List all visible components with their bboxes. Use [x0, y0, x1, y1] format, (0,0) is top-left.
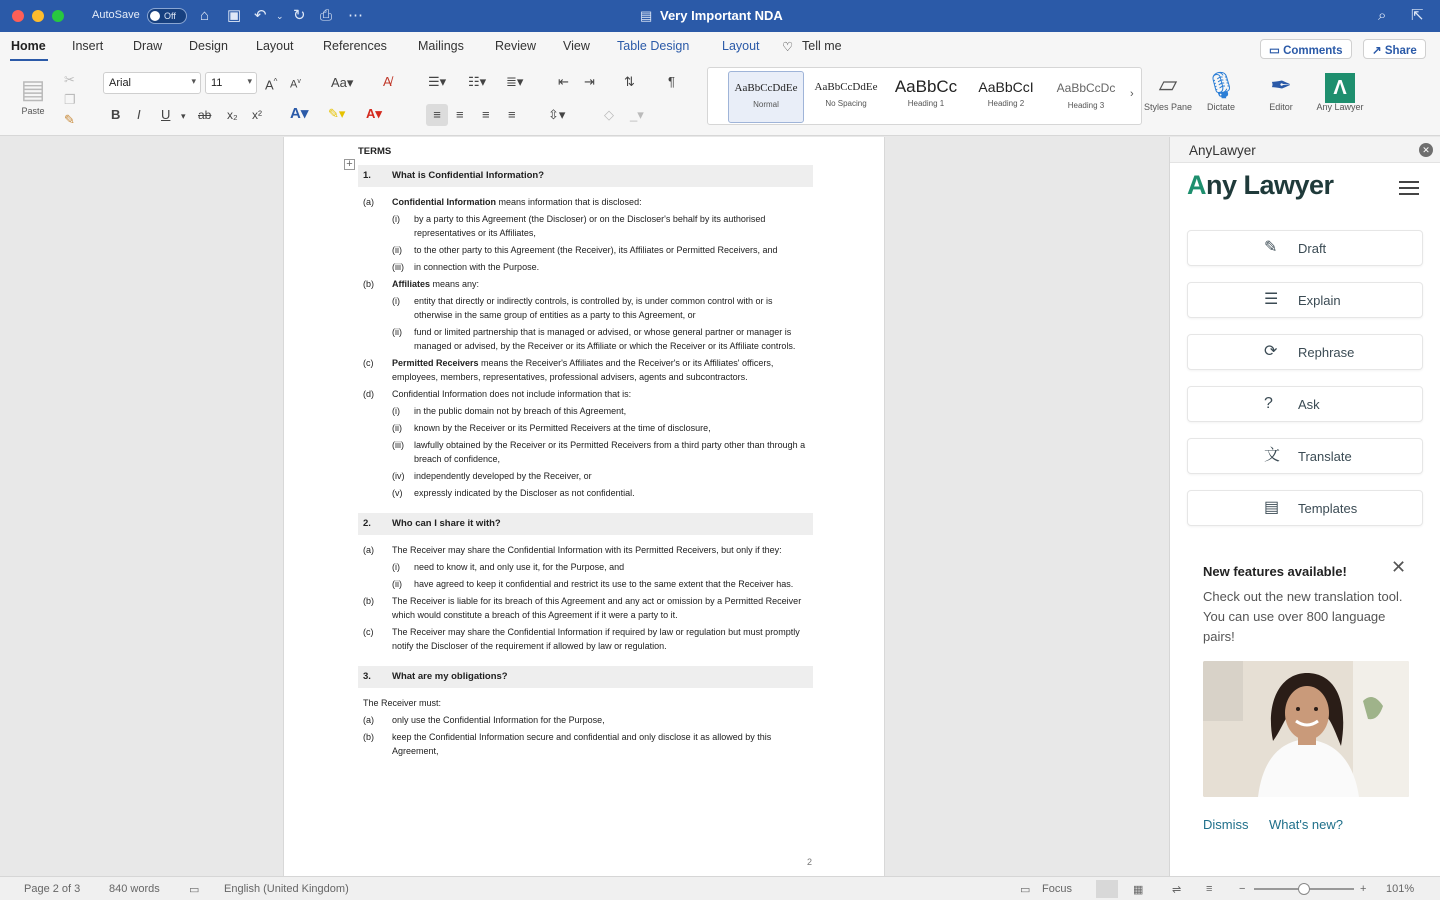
close-icon[interactable]: ✕: [1419, 143, 1433, 157]
outline-icon[interactable]: ⇌: [1172, 884, 1182, 896]
clause-body: fund or limited partnership that is managed or advised, or whose general partner or manager is managed or advised, by the Receiver or its Affiliate or which the Receiver or its Affiliate controls.: [414, 327, 796, 351]
undo-dropdown-icon[interactable]: ⌄: [276, 11, 284, 21]
clause-subitem: [358, 438, 813, 466]
clause-label: (iii): [392, 262, 404, 272]
section-heading: [358, 666, 813, 688]
clause-item: [358, 277, 813, 291]
clause-body: known by the Receiver or its Permitted Receivers at the time of disclosure,: [414, 423, 711, 433]
superscript-icon[interactable]: x²: [252, 108, 262, 122]
style-heading-2[interactable]: AaBbCcI Heading 2: [978, 79, 1034, 108]
clause-text: [392, 625, 813, 653]
language-status[interactable]: English (United Kingdom): [224, 883, 349, 895]
section-heading: [358, 513, 813, 535]
focus-icon[interactable]: ▭: [1020, 884, 1031, 896]
clause-label: (ii): [392, 423, 402, 433]
clause-text: [414, 560, 813, 574]
clause-text: [363, 696, 813, 710]
tab-table-layout[interactable]: Layout: [722, 39, 760, 53]
explain-label: Explain: [1298, 293, 1341, 308]
editor-pen-icon: ✒: [1270, 70, 1292, 100]
chevron-right-icon[interactable]: ›: [1130, 88, 1134, 100]
bullets-icon[interactable]: ☰▾: [428, 74, 447, 89]
highlight-icon[interactable]: ✎▾: [328, 106, 346, 121]
clause-body: The Receiver may share the Confidential Information if required by law or regulation but must promptly notify the Discloser of the requirement if allowed by law or regulation.: [392, 627, 800, 651]
subscript-icon[interactable]: x₂: [227, 108, 238, 122]
section-heading: [358, 165, 813, 187]
close-window-button[interactable]: [12, 10, 24, 22]
clause-text: [414, 469, 813, 483]
clause-body: keep the Confidential Information secure and confidential and only disclose it as allowed by this Agreement,: [392, 732, 772, 756]
clause-body: expressly indicated by the Discloser as not confidential.: [414, 488, 635, 498]
clause-label: (c): [363, 627, 374, 637]
zoom-window-button[interactable]: [52, 10, 64, 22]
templates-icon: ▤: [1264, 499, 1280, 516]
align-center-icon[interactable]: ≡: [456, 107, 464, 122]
rephrase-button[interactable]: [1187, 334, 1423, 370]
clause-subitem: [358, 404, 813, 418]
underline-icon[interactable]: U: [161, 107, 171, 122]
clause-body: by a party to this Agreement (the Discloser) or on the Discloser's behalf by its authorised representatives or its Affiliates,: [414, 214, 766, 238]
strikethrough-icon[interactable]: ab: [198, 108, 212, 122]
tab-home[interactable]: Home: [11, 39, 46, 53]
grow-font-icon[interactable]: A^: [265, 77, 278, 93]
clause-item: [329, 696, 813, 710]
comments-button[interactable]: ▭ Comments: [1260, 39, 1352, 59]
clause-subitem: [358, 243, 813, 257]
numbering-icon[interactable]: ☷▾: [468, 74, 487, 89]
chevron-down-icon: ▾: [191, 76, 196, 86]
new-features-card: [1186, 547, 1424, 847]
ask-button[interactable]: [1187, 386, 1423, 422]
clause-body: need to know it, and only use it, for the Purpose, and: [414, 562, 625, 572]
templates-label: Templates: [1298, 501, 1358, 516]
clause-label: (v): [392, 488, 403, 498]
tab-tell-me[interactable]: Tell me: [802, 39, 842, 53]
document-page[interactable]: [283, 137, 885, 876]
pilcrow-icon[interactable]: ¶: [668, 74, 675, 89]
clause-subitem: [358, 212, 813, 240]
defined-term: Confidential Information: [392, 197, 496, 207]
clause-text: [392, 356, 813, 384]
zoom-slider-knob[interactable]: [1298, 883, 1310, 895]
tab-layout[interactable]: Layout: [256, 39, 294, 53]
ask-icon: ?: [1264, 395, 1273, 412]
clause-subitem: [358, 294, 813, 322]
clause-text: [414, 325, 813, 353]
zoom-out-icon[interactable]: −: [1239, 883, 1246, 895]
redo-icon[interactable]: ↻: [293, 7, 306, 24]
styles-pane-button[interactable]: ▱ Styles Pane: [1140, 68, 1196, 113]
styles-gallery: [707, 67, 1142, 125]
clause-body: The Receiver must:: [363, 698, 442, 708]
section-number: 3.: [363, 671, 371, 682]
section-number: 2.: [363, 518, 371, 529]
clause-text: [392, 277, 813, 291]
clause-body: independently developed by the Receiver, or: [414, 471, 592, 481]
clause-body: only use the Confidential Information for the Purpose,: [392, 715, 605, 725]
clause-subitem: [358, 260, 813, 274]
more-icon[interactable]: ⋯: [348, 7, 363, 24]
text-effects-icon[interactable]: A▾: [290, 105, 309, 122]
section-title: What is Confidential Information?: [392, 170, 544, 181]
clause-label: (ii): [392, 327, 402, 337]
clause-label: (d): [363, 389, 374, 399]
comment-icon: ▭: [1269, 45, 1284, 57]
tab-review[interactable]: Review: [495, 39, 536, 53]
zoom-slider[interactable]: [1254, 888, 1354, 890]
clause-text: [392, 387, 813, 401]
paste-button[interactable]: ▤ Paste: [6, 72, 60, 117]
multilevel-list-icon[interactable]: ≣▾: [506, 74, 524, 89]
format-painter-icon[interactable]: ✎: [64, 112, 75, 127]
tab-draw[interactable]: Draw: [133, 39, 163, 53]
clause-label: (i): [392, 296, 400, 306]
draft-button[interactable]: [1187, 230, 1423, 266]
feature-photo: [1203, 661, 1409, 797]
pane-header: [1170, 137, 1440, 163]
clause-subitem: [358, 577, 813, 591]
ribbon-tabs: [0, 32, 1440, 62]
clipboard-icon: ▤: [20, 74, 46, 104]
clause-text: [414, 294, 813, 322]
anylawyer-logo: Any Lawyer: [1187, 170, 1334, 200]
align-left-icon[interactable]: ≡: [426, 104, 448, 126]
translate-label: Translate: [1298, 449, 1352, 464]
tab-table-design[interactable]: Table Design: [617, 39, 690, 53]
clause-body: have agreed to keep it confidential and restrict its use to the same extent that the Receiver has.: [414, 579, 794, 589]
share-button[interactable]: ↗ Share: [1363, 39, 1426, 59]
clause-text: [414, 212, 813, 240]
clause-item: [358, 594, 813, 622]
clause-text: [414, 438, 813, 466]
anylawyer-logo-icon: Λ: [1312, 68, 1368, 102]
style-no-spacing[interactable]: AaBbCcDdEe No Spacing: [814, 81, 878, 108]
style-normal[interactable]: AaBbCcDdEe Normal: [728, 71, 804, 123]
clause-body: in connection with the Purpose.: [414, 262, 540, 272]
autosave-label: AutoSave: [92, 9, 140, 21]
tab-mailings[interactable]: Mailings: [418, 39, 464, 53]
print-layout-icon[interactable]: [1096, 880, 1118, 898]
copy-icon[interactable]: ❐: [64, 92, 76, 107]
web-layout-icon[interactable]: ▦: [1133, 884, 1144, 896]
tab-design[interactable]: Design: [189, 39, 228, 53]
document-body[interactable]: [358, 145, 813, 769]
clause-item: [358, 730, 813, 758]
clause-label: (i): [392, 562, 400, 572]
proofing-icon[interactable]: ▭: [189, 884, 200, 896]
autosave-toggle[interactable]: Off: [147, 8, 187, 24]
translate-button[interactable]: [1187, 438, 1423, 474]
clause-item: [358, 195, 813, 209]
clause-text: [414, 243, 813, 257]
clause-item: [358, 625, 813, 653]
clause-label: (i): [392, 214, 400, 224]
defined-term: Permitted Receivers: [392, 358, 479, 368]
clause-label: (i): [392, 406, 400, 416]
document-icon: ▤: [640, 8, 653, 23]
shading-icon[interactable]: ◇: [604, 107, 614, 122]
clause-text: [392, 543, 813, 557]
page-count[interactable]: Page 2 of 3: [24, 883, 81, 895]
clause-text: [414, 577, 813, 591]
save-icon[interactable]: ▣: [227, 7, 242, 24]
sort-icon[interactable]: ⇅: [624, 74, 635, 89]
clause-body: means information that is disclosed:: [496, 197, 642, 207]
clause-body: means the Receiver's Affiliates and the Receiver's or its Affiliates' officers, employees, members, representatives, professional advisers, agents and subcontractors.: [392, 358, 774, 382]
status-bar: [0, 876, 1440, 900]
clause-body: means any:: [430, 279, 480, 289]
table-move-handle-icon[interactable]: +: [344, 159, 355, 170]
whats-new-link[interactable]: What's new?: [1269, 817, 1344, 832]
increase-indent-icon[interactable]: ⇥: [584, 74, 595, 89]
close-icon[interactable]: ✕: [1391, 557, 1407, 577]
clause-text: [392, 195, 813, 209]
style-heading-3[interactable]: AaBbCcDc Heading 3: [1056, 81, 1116, 110]
styles-pane-icon: ▱: [1158, 71, 1178, 98]
clause-item: [358, 387, 813, 401]
clause-label: (b): [363, 596, 374, 606]
clause-label: (c): [363, 358, 374, 368]
dictate-button[interactable]: 🎙 Dictate: [1193, 68, 1249, 113]
title-bar: [0, 0, 1440, 32]
document-title[interactable]: Very Important NDA: [660, 8, 783, 23]
clear-formatting-icon[interactable]: A̸: [383, 74, 392, 89]
translate-icon: 文: [1264, 447, 1281, 464]
pane-title: AnyLawyer: [1189, 143, 1256, 158]
undo-icon[interactable]: ↶: [254, 7, 267, 24]
clause-label: (ii): [392, 579, 402, 589]
lightbulb-icon: ♡: [782, 40, 794, 54]
draft-icon: ✎: [1264, 239, 1278, 256]
tab-view[interactable]: View: [563, 39, 590, 53]
hamburger-menu-icon[interactable]: [1399, 181, 1419, 195]
clause-text: [414, 404, 813, 418]
dismiss-link[interactable]: Dismiss: [1203, 817, 1249, 832]
chevron-down-icon[interactable]: ▾: [181, 111, 186, 121]
clause-subitem: [358, 421, 813, 435]
explain-button[interactable]: [1187, 282, 1423, 318]
font-size-select[interactable]: 11 ▾: [205, 72, 257, 94]
defined-term: Affiliates: [392, 279, 431, 289]
font-color-icon[interactable]: A▾: [366, 106, 382, 121]
ask-label: Ask: [1298, 397, 1320, 412]
clause-label: (ii): [392, 245, 402, 255]
clause-subitem: [358, 486, 813, 500]
justify-icon[interactable]: ≡: [508, 107, 516, 122]
clause-text: [414, 486, 813, 500]
style-heading-1[interactable]: AaBbCc Heading 1: [894, 77, 958, 108]
change-case-icon[interactable]: Aa▾: [331, 75, 354, 90]
share-icon: ↗: [1372, 45, 1385, 57]
editor-button[interactable]: ✒ Editor: [1253, 68, 1309, 113]
search-icon[interactable]: ⌕: [1378, 7, 1387, 24]
clause-text: [414, 260, 813, 274]
clause-item: [358, 543, 813, 557]
clause-text: [392, 713, 813, 727]
focus-mode[interactable]: Focus: [1042, 883, 1072, 895]
clause-label: (iv): [392, 471, 405, 481]
section-title: What are my obligations?: [392, 671, 508, 682]
clause-body: in the public domain not by breach of this Agreement,: [414, 406, 627, 416]
clause-subitem: [358, 469, 813, 483]
section-title: Who can I share it with?: [392, 518, 501, 529]
clause-body: The Receiver may share the Confidential Information with its Permitted Receivers, but only if they:: [392, 545, 782, 555]
anylawyer-ribbon-button[interactable]: Λ Any Lawyer: [1312, 68, 1368, 113]
home-icon[interactable]: ⌂: [200, 7, 210, 24]
draft-label: Draft: [1298, 241, 1327, 256]
clause-text: [392, 594, 813, 622]
align-right-icon[interactable]: ≡: [482, 107, 490, 122]
tab-insert[interactable]: Insert: [72, 39, 104, 53]
clause-item: [358, 356, 813, 384]
clause-label: (a): [363, 715, 374, 725]
clause-label: (a): [363, 197, 374, 207]
cut-icon[interactable]: ✂: [64, 72, 75, 87]
clause-label: (b): [363, 732, 374, 742]
print-icon[interactable]: ⎙: [320, 7, 333, 24]
minimize-window-button[interactable]: [32, 10, 44, 22]
zoom-in-icon[interactable]: +: [1360, 883, 1367, 895]
clause-body: entity that directly or indirectly controls, is controlled by, is under common control with or is otherwise in the same group of entities as a party to this Agreement, or: [414, 296, 773, 320]
clause-text: [392, 730, 813, 758]
line-spacing-icon[interactable]: ⇳▾: [548, 107, 566, 122]
tab-references[interactable]: References: [323, 39, 387, 53]
terms-heading: TERMS: [358, 146, 392, 157]
decrease-indent-icon[interactable]: ⇤: [558, 74, 569, 89]
font-name-select[interactable]: Arial ▾: [103, 72, 201, 94]
clause-text: [414, 421, 813, 435]
draft-view-icon[interactable]: ≡: [1206, 883, 1213, 895]
explain-icon: ☰: [1264, 291, 1279, 308]
microphone-icon: 🎙: [1204, 70, 1238, 100]
clause-label: (a): [363, 545, 374, 555]
active-tab-indicator: [10, 59, 48, 61]
anylawyer-pane: [1169, 137, 1440, 876]
clause-label: (b): [363, 279, 374, 289]
templates-button[interactable]: [1187, 490, 1423, 526]
rephrase-icon: ⟳: [1264, 343, 1278, 360]
clause-label: (iii): [392, 440, 404, 450]
clause-body: Confidential Information does not include information that is:: [392, 389, 632, 399]
clause-subitem: [358, 325, 813, 353]
word-count[interactable]: 840 words: [109, 883, 160, 895]
bold-icon[interactable]: B: [111, 107, 121, 122]
page-number: 2: [807, 857, 813, 867]
borders-icon[interactable]: _▾: [630, 107, 644, 122]
italic-icon[interactable]: I: [137, 107, 141, 122]
clause-body: The Receiver is liable for its breach of this Agreement and any act or omission by a Permitted Receiver which would constitute a breach of this Agreement if it were a party to it.: [392, 596, 802, 620]
clause-body: lawfully obtained by the Receiver or its Permitted Receivers from a third party other than through a breach of confidence,: [414, 440, 806, 464]
document-canvas: [0, 137, 1168, 876]
share-screen-icon[interactable]: ⇱: [1411, 7, 1424, 24]
zoom-level[interactable]: 101%: [1386, 883, 1415, 895]
chevron-down-icon: ▾: [247, 76, 252, 86]
section-number: 1.: [363, 170, 371, 181]
rephrase-label: Rephrase: [1298, 345, 1355, 360]
clause-item: [358, 713, 813, 727]
card-title: New features available!: [1203, 564, 1347, 579]
clause-subitem: [358, 560, 813, 574]
card-body: Check out the new translation tool. You can use over 800 language pairs!: [1203, 589, 1403, 644]
shrink-font-icon[interactable]: $A^v$: [290, 78, 301, 91]
clause-body: to the other party to this Agreement (the Receiver), its Affiliates or Permitted Receivers, and: [414, 245, 778, 255]
